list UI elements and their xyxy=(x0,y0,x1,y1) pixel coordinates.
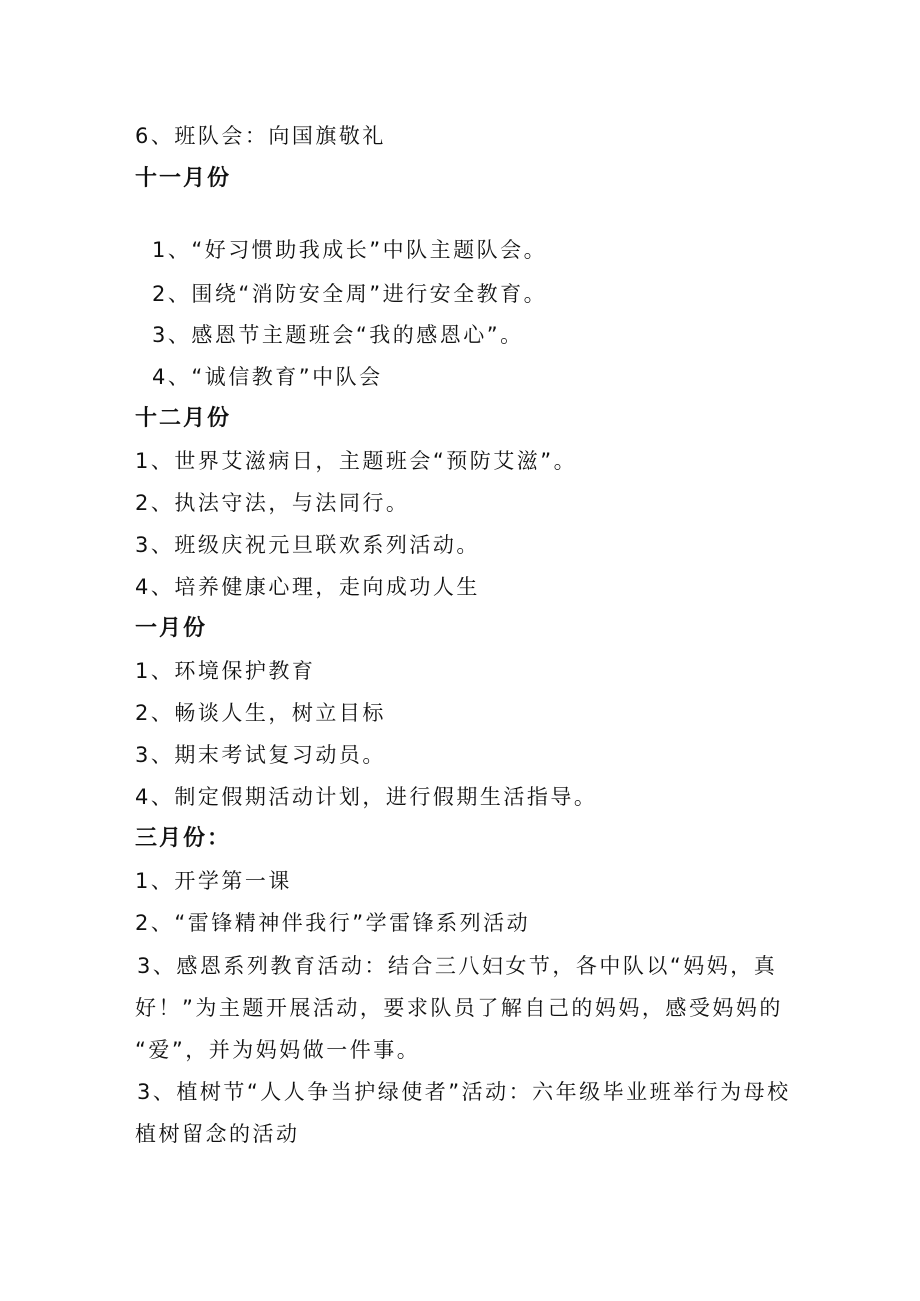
march-item-2: 2、“雷锋精神伴我行”学雷锋系列活动 xyxy=(135,911,531,935)
november-item-3: 3、感恩节主题班会“我的感恩心”。 xyxy=(152,323,524,347)
november-item-4: 4、“诚信教育”中队会 xyxy=(152,365,383,389)
march-item-3-line-3: “爱”，并为妈妈做一件事。 xyxy=(135,1038,421,1062)
intro-item-6: 6、班队会：向国旗敬礼 xyxy=(135,124,386,148)
january-item-4: 4、制定假期活动计划，进行假期生活指导。 xyxy=(135,785,598,809)
november-item-2: 2、围绕“消防安全周”进行安全教育。 xyxy=(152,282,548,306)
january-item-1: 1、环境保护教育 xyxy=(135,659,316,683)
november-item-1: 1、“好习惯助我成长”中队主题队会。 xyxy=(152,238,548,262)
january-item-2: 2、畅谈人生，树立目标 xyxy=(135,701,386,725)
march-item-1: 1、开学第一课 xyxy=(135,869,292,893)
january-heading: 一月份 xyxy=(135,616,208,641)
december-item-1: 1、世界艾滋病日，主题班会“预防艾滋”。 xyxy=(135,449,578,473)
march-item-4-line-2: 植树留念的活动 xyxy=(135,1122,300,1146)
march-item-3-line-1: 3、感恩系列教育活动：结合三八妇女节，各中队以“妈妈，真 xyxy=(137,954,778,978)
november-heading: 十一月份 xyxy=(135,166,232,191)
december-item-4: 4、培养健康心理，走向成功人生 xyxy=(135,575,480,599)
march-item-3-line-2: 好！”为主题开展活动，要求队员了解自己的妈妈，感受妈妈的 xyxy=(135,996,783,1020)
december-item-2: 2、执法守法，与法同行。 xyxy=(135,491,410,515)
december-heading: 十二月份 xyxy=(135,406,232,431)
december-item-3: 3、班级庆祝元旦联欢系列活动。 xyxy=(135,533,480,557)
march-heading: 三月份： xyxy=(135,826,232,851)
january-item-3: 3、期末考试复习动员。 xyxy=(135,743,386,767)
march-item-4-line-1: 3、植树节“人人争当护绿使者”活动：六年级毕业班举行为母校 xyxy=(137,1080,791,1104)
